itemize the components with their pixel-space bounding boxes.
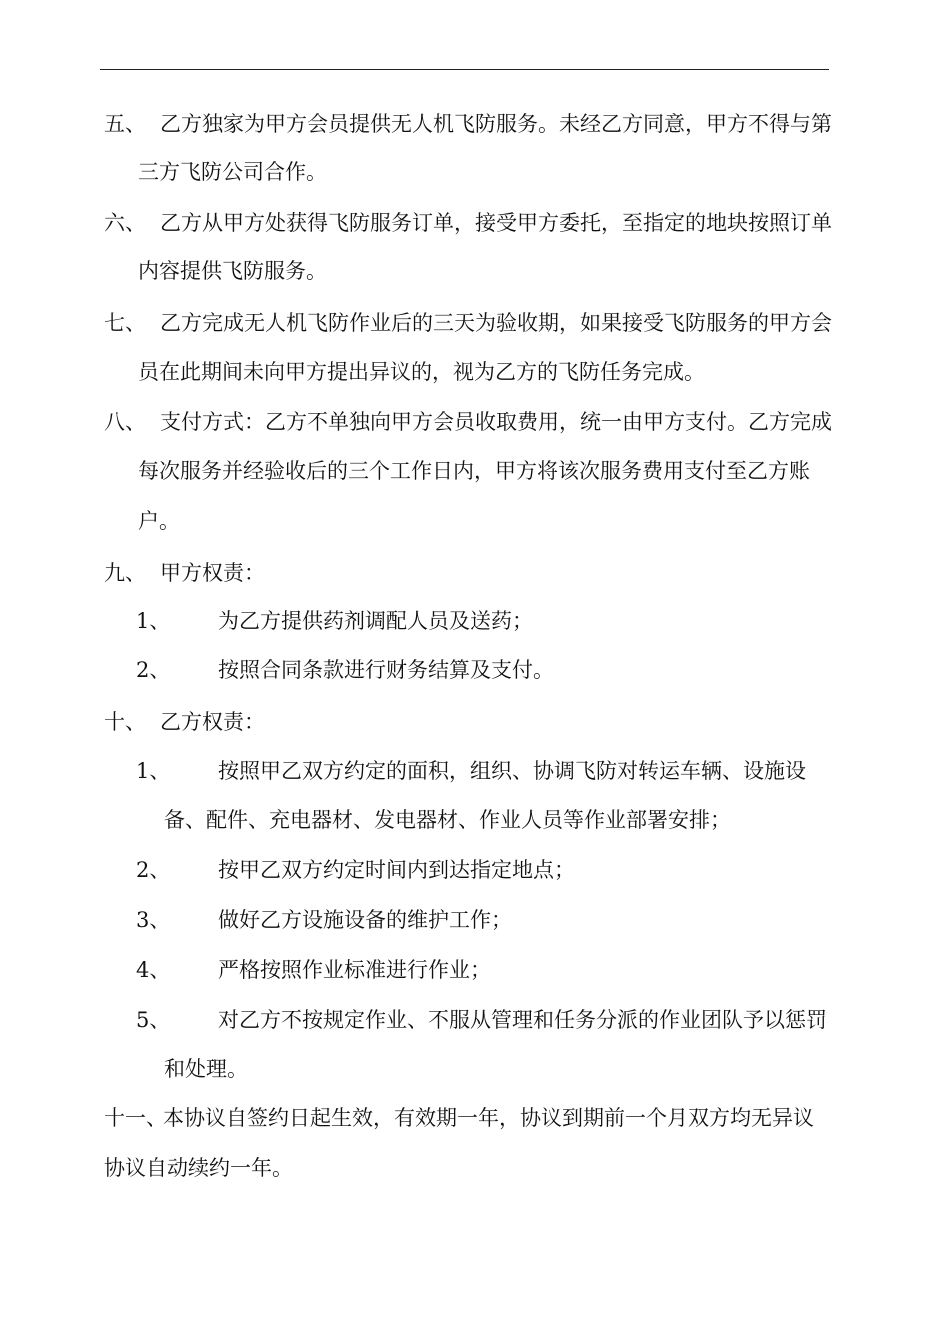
clause-11-marker: 十一、 (104, 1106, 167, 1130)
clause-10-item-1-number: 1、 (136, 759, 171, 783)
clause-11-continuation: 协议自动续约一年。 (104, 1156, 293, 1180)
clause-10-item-5-continuation: 和处理。 (164, 1057, 248, 1081)
clause-6-continuation: 内容提供飞防服务。 (138, 259, 327, 283)
clause-10-item-3-text: 做好乙方设施设备的维护工作； (218, 908, 512, 932)
clause-9-text: 甲方权责： (160, 561, 265, 585)
clause-8-marker: 八、 (104, 410, 146, 434)
clause-8-continuation-2: 户。 (138, 509, 180, 533)
clause-10-item-2-text: 按甲乙双方约定时间内到达指定地点； (218, 858, 575, 882)
clause-10-item-3-number: 3、 (136, 908, 171, 932)
clause-9-marker: 九、 (104, 561, 146, 585)
clause-10-item-2-number: 2、 (136, 858, 171, 882)
clause-11-text: 本协议自签约日起生效，有效期一年，协议到期前一个月双方均无异议 (163, 1106, 814, 1130)
clause-6-text: 乙方从甲方处获得飞防服务订单，接受甲方委托，至指定的地块按照订单 (160, 211, 832, 235)
clause-10-item-4-text: 严格按照作业标准进行作业； (218, 958, 491, 982)
clause-7-continuation: 员在此期间未向甲方提出异议的，视为乙方的飞防任务完成。 (138, 360, 705, 384)
clause-10-item-5-number: 5、 (136, 1008, 171, 1032)
clause-5-text: 乙方独家为甲方会员提供无人机飞防服务。未经乙方同意，甲方不得与第 (160, 112, 832, 136)
clause-9-item-2-text: 按照合同条款进行财务结算及支付。 (218, 658, 554, 682)
clause-9-item-1-text: 为乙方提供药剂调配人员及送药； (218, 609, 533, 633)
clause-8-continuation-1: 每次服务并经验收后的三个工作日内，甲方将该次服务费用支付至乙方账 (138, 459, 810, 483)
header-rule (100, 69, 829, 70)
clause-10-marker: 十、 (104, 710, 146, 734)
clause-10-item-1-text: 按照甲乙双方约定的面积，组织、协调飞防对转运车辆、设施设 (218, 759, 806, 783)
clause-9-item-1-number: 1、 (136, 609, 171, 633)
clause-7-text: 乙方完成无人机飞防作业后的三天为验收期，如果接受飞防服务的甲方会 (160, 311, 832, 335)
clause-10-item-4-number: 4、 (136, 958, 171, 982)
clause-5-marker: 五、 (104, 112, 146, 136)
clause-10-item-1-continuation: 备、配件、充电器材、发电器材、作业人员等作业部署安排； (164, 808, 731, 832)
clause-10-text: 乙方权责： (160, 710, 265, 734)
clause-6-marker: 六、 (104, 211, 146, 235)
clause-5-continuation: 三方飞防公司合作。 (138, 160, 327, 184)
clause-9-item-2-number: 2、 (136, 658, 171, 682)
clause-10-item-5-text: 对乙方不按规定作业、不服从管理和任务分派的作业团队予以惩罚 (218, 1008, 827, 1032)
clause-8-text: 支付方式：乙方不单独向甲方会员收取费用，统一由甲方支付。乙方完成 (160, 410, 832, 434)
clause-7-marker: 七、 (104, 311, 146, 335)
